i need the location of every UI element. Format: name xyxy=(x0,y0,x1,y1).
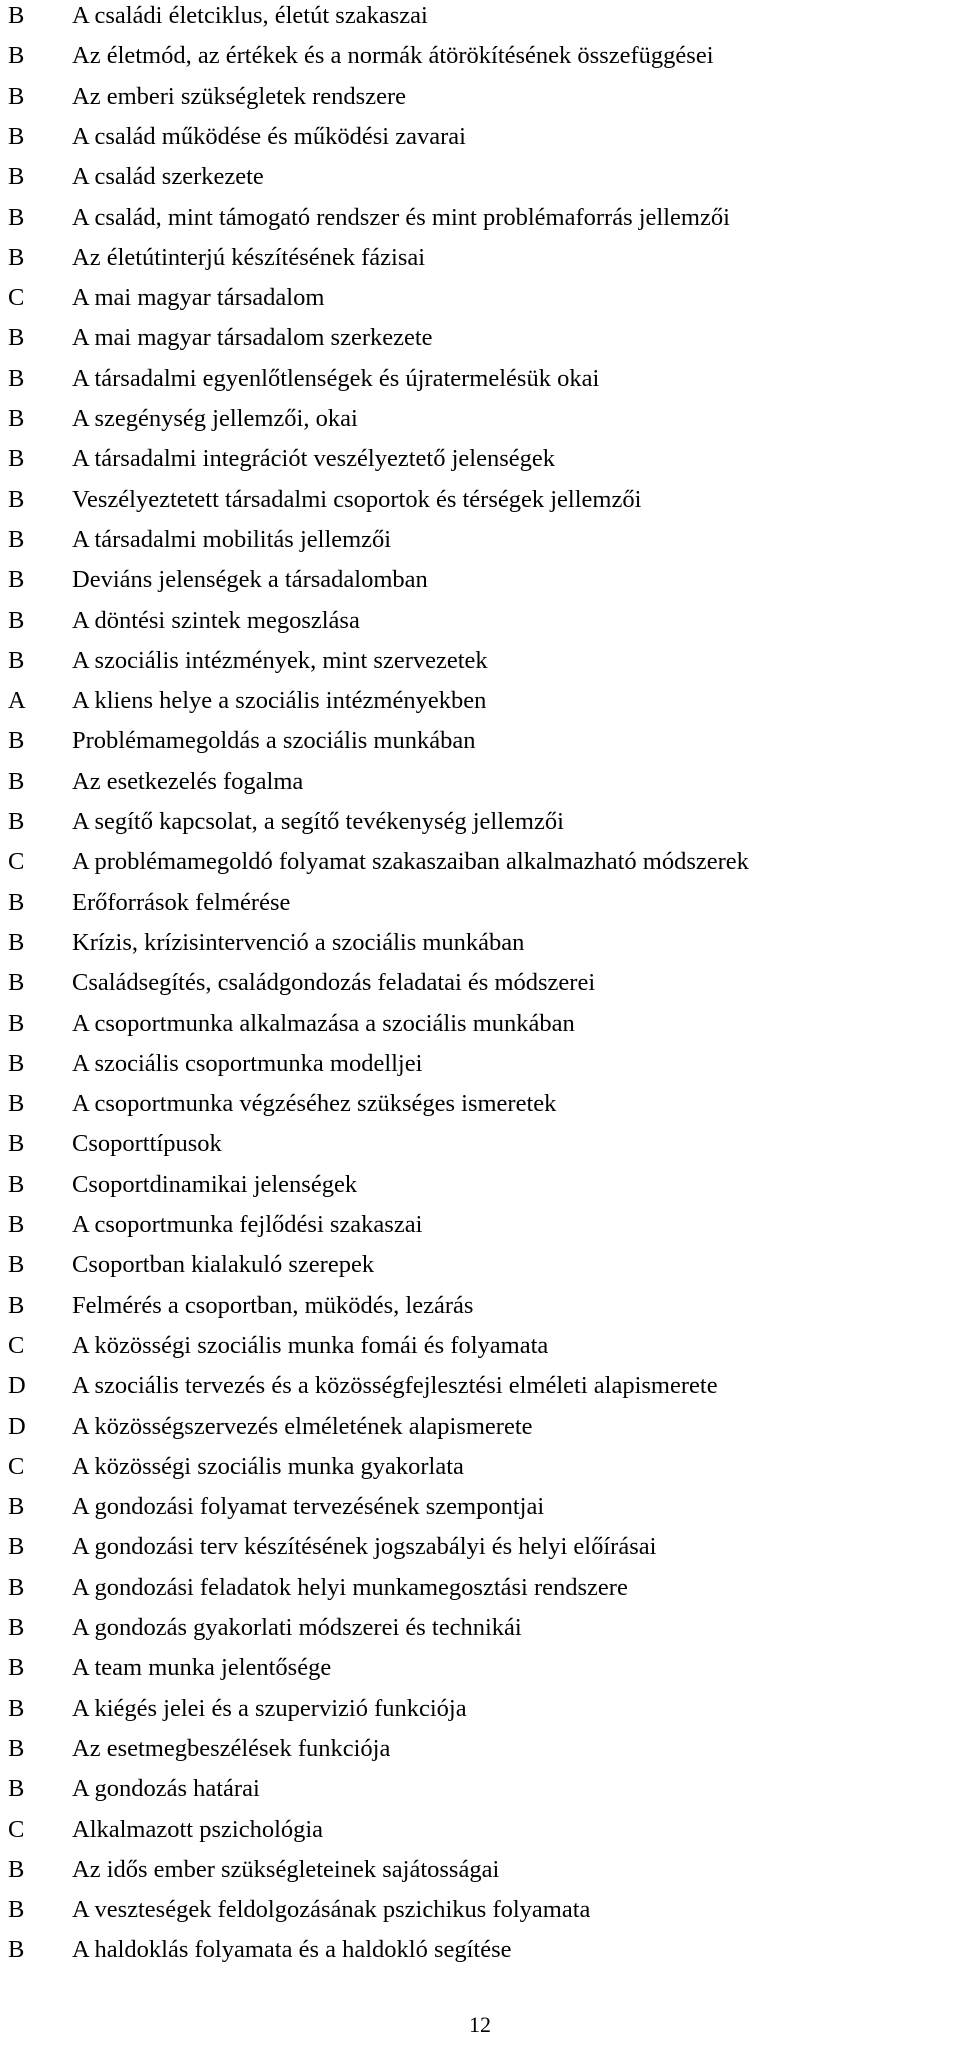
level-code: B xyxy=(8,485,25,513)
topic-row xyxy=(0,1769,960,1809)
topic-row xyxy=(0,520,960,560)
topic-title: A családi életciklus, életút szakaszai xyxy=(72,2,428,29)
topic-row xyxy=(0,963,960,1003)
topic-title: A szegénység jellemzői, okai xyxy=(72,405,358,432)
topic-title: Az esetmegbeszélések funkciója xyxy=(72,1734,391,1762)
topic-row xyxy=(0,1044,960,1084)
topic-title: A csoportmunka végzéséhez szükséges ismeretek xyxy=(72,1090,557,1118)
level-code: B xyxy=(8,1533,25,1561)
topic-title: A problémamegoldó folyamat szakaszaiban alkalmazható módszerek xyxy=(72,848,749,876)
topic-row xyxy=(0,1326,960,1366)
topic-title: A döntési szintek megoszlása xyxy=(72,606,360,634)
topic-row xyxy=(0,36,960,76)
topic-row xyxy=(0,762,960,802)
level-code: B xyxy=(8,566,25,594)
topic-title: A csoportmunka fejlődési szakaszai xyxy=(72,1211,423,1238)
topic-row xyxy=(0,1165,960,1205)
topic-row xyxy=(0,641,960,681)
topic-title: A szociális tervezés és a közösségfejlesztési elméleti alapismerete xyxy=(72,1372,718,1400)
level-code: B xyxy=(8,727,25,755)
topic-row xyxy=(0,1930,960,1970)
level-code: B xyxy=(8,1734,25,1762)
topic-row xyxy=(0,117,960,157)
topic-title: A haldoklás folyamata és a haldokló segítése xyxy=(72,1936,512,1964)
level-code: D xyxy=(8,1412,26,1440)
topic-title: A szociális csoportmunka modelljei xyxy=(72,1049,423,1077)
topic-title: Családsegítés, családgondozás feladatai és módszerei xyxy=(72,969,596,997)
topic-title: A közösségi szociális munka gyakorlata xyxy=(72,1452,464,1480)
level-code: A xyxy=(8,687,26,715)
topic-row xyxy=(0,601,960,641)
topic-title: Csoportdinamikai jelenségek xyxy=(72,1170,358,1198)
topic-title: Az emberi szükségletek rendszere xyxy=(72,82,406,110)
topic-title: A gondozási feladatok helyi munkamegosztási rendszere xyxy=(72,1573,628,1601)
topic-title: A veszteségek feldolgozásának pszichikus folyamata xyxy=(72,1896,591,1924)
topic-row xyxy=(0,399,960,439)
topic-row xyxy=(0,1084,960,1124)
level-code: B xyxy=(8,203,25,231)
topic-row xyxy=(0,480,960,520)
topic-row xyxy=(0,1286,960,1326)
level-code: B xyxy=(8,1251,25,1279)
level-code: B xyxy=(8,1130,25,1158)
page-number: 12 xyxy=(469,2012,491,2037)
topic-row xyxy=(0,1366,960,1406)
topic-title: A közösségi szociális munka fomái és folyamata xyxy=(72,1331,549,1359)
level-code: B xyxy=(8,1170,25,1198)
level-code: B xyxy=(8,364,25,392)
topic-title: Alkalmazott pszichológia xyxy=(72,1815,324,1843)
topic-title: A gondozás határai xyxy=(72,1775,260,1803)
topic-row xyxy=(0,923,960,963)
topic-title: A segítő kapcsolat, a segítő tevékenység jellemzői xyxy=(72,808,564,835)
topic-title: Az esetkezelés fogalma xyxy=(72,767,304,795)
topic-title: A család működése és működési zavarai xyxy=(72,122,466,150)
topic-title: A család szerkezete xyxy=(72,163,264,191)
level-code: B xyxy=(8,1090,25,1118)
topic-row xyxy=(0,1205,960,1245)
topic-title: A mai magyar társadalom szerkezete xyxy=(72,324,433,352)
topic-title: Az életútinterjú készítésének fázisai xyxy=(72,243,426,271)
topic-title: A gondozás gyakorlati módszerei és technikái xyxy=(72,1614,522,1641)
level-code: B xyxy=(8,928,25,956)
level-code: B xyxy=(8,1573,25,1601)
level-code: B xyxy=(8,808,25,835)
level-code: B xyxy=(8,525,25,553)
topic-row xyxy=(0,1729,960,1769)
topic-row xyxy=(0,359,960,399)
topic-row xyxy=(0,1810,960,1850)
topic-row xyxy=(0,198,960,238)
topic-row xyxy=(0,1447,960,1487)
topic-title: Felmérés a csoportban, müködés, lezárás xyxy=(72,1291,474,1319)
topic-row xyxy=(0,1689,960,1729)
topic-row xyxy=(0,1487,960,1527)
level-code: B xyxy=(8,606,25,634)
level-code: B xyxy=(8,1694,25,1722)
topic-title: A társadalmi egyenlőtlenségek és újratermelésük okai xyxy=(72,364,600,392)
level-code: B xyxy=(8,324,25,352)
level-code: B xyxy=(8,1855,25,1883)
topic-row xyxy=(0,439,960,479)
topic-row xyxy=(0,1527,960,1567)
level-code: C xyxy=(8,1452,25,1480)
level-code: B xyxy=(8,1211,25,1238)
topic-title: Erőforrások felmérése xyxy=(72,888,291,916)
topic-row xyxy=(0,1407,960,1447)
topic-title: A társadalmi integrációt veszélyeztető jelenségek xyxy=(72,445,555,473)
topic-title: A kliens helye a szociális intézményekben xyxy=(72,687,487,715)
topic-title: Problémamegoldás a szociális munkában xyxy=(72,727,476,755)
topic-row xyxy=(0,1648,960,1688)
level-code: D xyxy=(8,1372,26,1400)
level-code: B xyxy=(8,1654,25,1682)
topic-title: A gondozási terv készítésének jogszabályi és helyi előírásai xyxy=(72,1533,657,1561)
topic-row xyxy=(0,1890,960,1930)
level-code: B xyxy=(8,969,25,997)
topic-title: Deviáns jelenségek a társadalomban xyxy=(72,566,428,594)
level-code: B xyxy=(8,2,25,29)
level-code: B xyxy=(8,163,25,191)
topic-row xyxy=(0,0,960,36)
level-code: C xyxy=(8,1815,25,1843)
topic-row xyxy=(0,883,960,923)
topic-title: A közösségszervezés elméletének alapismerete xyxy=(72,1412,533,1440)
topic-title: Csoportban kialakuló szerepek xyxy=(72,1251,375,1279)
topic-row xyxy=(0,238,960,278)
topic-title: A mai magyar társadalom xyxy=(72,284,325,312)
level-code: B xyxy=(8,1936,25,1964)
topic-row xyxy=(0,77,960,117)
topic-title: A társadalmi mobilitás jellemzői xyxy=(72,525,392,553)
topic-title: Az idős ember szükségleteinek sajátosságai xyxy=(72,1855,500,1883)
topic-title: A team munka jelentősége xyxy=(72,1654,332,1682)
topic-row xyxy=(0,802,960,842)
level-code: B xyxy=(8,243,25,271)
level-code: C xyxy=(8,284,25,312)
level-code: B xyxy=(8,767,25,795)
level-code: B xyxy=(8,1896,25,1924)
topic-title: A gondozási folyamat tervezésének szempontjai xyxy=(72,1493,545,1521)
topic-row xyxy=(0,278,960,318)
topic-row xyxy=(0,1124,960,1164)
topic-title: Krízis, krízisintervenció a szociális munkában xyxy=(72,928,525,956)
topic-row xyxy=(0,1004,960,1044)
level-code: B xyxy=(8,1493,25,1521)
topic-row xyxy=(0,157,960,197)
topic-title: A család, mint támogató rendszer és mint problémaforrás jellemzői xyxy=(72,203,730,231)
level-code: B xyxy=(8,1291,25,1319)
topic-title: Veszélyeztetett társadalmi csoportok és térségek jellemzői xyxy=(72,485,642,513)
topic-title: Az életmód, az értékek és a normák átörökítésének összefüggései xyxy=(72,42,714,70)
topic-row xyxy=(0,1568,960,1608)
level-code: B xyxy=(8,1775,25,1803)
topic-row xyxy=(0,681,960,721)
topic-row xyxy=(0,842,960,882)
level-code: B xyxy=(8,82,25,110)
level-code: B xyxy=(8,1009,25,1037)
level-code: B xyxy=(8,1049,25,1077)
topic-title: A kiégés jelei és a szupervizió funkciója xyxy=(72,1694,467,1722)
level-code: B xyxy=(8,1614,25,1641)
level-code: B xyxy=(8,888,25,916)
topic-row xyxy=(0,318,960,358)
topic-title: A csoportmunka alkalmazása a szociális munkában xyxy=(72,1009,575,1037)
topic-title: Csoporttípusok xyxy=(72,1130,222,1158)
topic-title: A szociális intézmények, mint szervezetek xyxy=(72,646,488,674)
topic-row xyxy=(0,1850,960,1890)
level-code: C xyxy=(8,1331,25,1359)
topic-row xyxy=(0,1608,960,1648)
topic-row xyxy=(0,560,960,600)
level-code: C xyxy=(8,848,25,876)
topic-row xyxy=(0,721,960,761)
level-code: B xyxy=(8,445,25,473)
level-code: B xyxy=(8,646,25,674)
level-code: B xyxy=(8,42,25,70)
level-code: B xyxy=(8,405,25,432)
topic-row xyxy=(0,1245,960,1285)
level-code: B xyxy=(8,122,25,150)
